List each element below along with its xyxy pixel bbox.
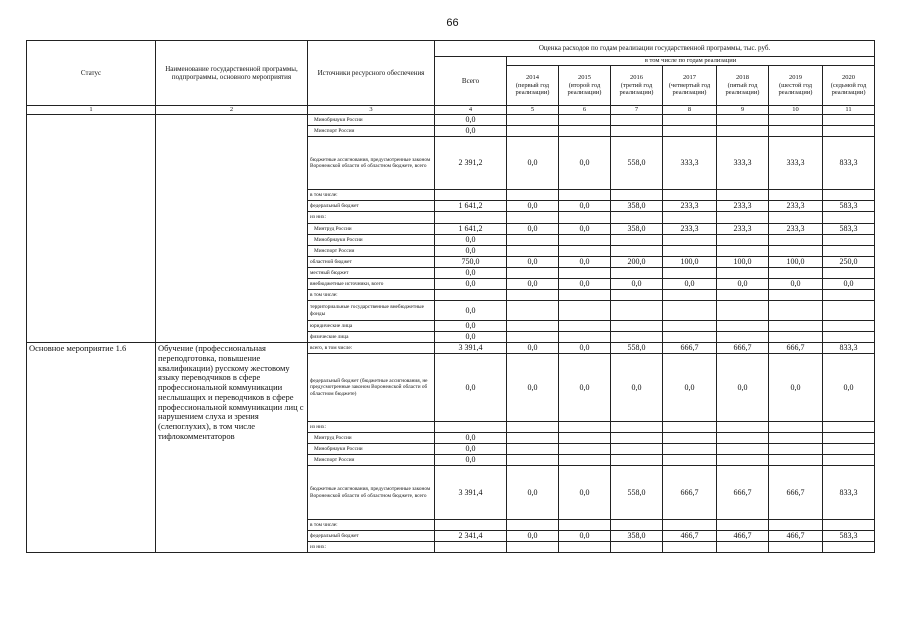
year-value-cell [559, 332, 611, 343]
year-value-cell [559, 433, 611, 444]
year-value-cell [559, 268, 611, 279]
year-value-cell [611, 455, 663, 466]
year-value-cell [823, 190, 875, 201]
year-value-cell [507, 301, 559, 321]
year-value-cell [507, 520, 559, 531]
year-value-cell [663, 235, 717, 246]
year-value-cell [611, 321, 663, 332]
year-value-cell: 0,0 [507, 224, 559, 235]
year-value-cell [507, 332, 559, 343]
year-value-cell: 0,0 [769, 354, 823, 422]
year-value-cell: 0,0 [663, 354, 717, 422]
year-value-cell [611, 190, 663, 201]
year-value-cell [663, 542, 717, 553]
year-value-cell: 0,0 [717, 354, 769, 422]
year-value-cell [663, 301, 717, 321]
year-value-cell: 0,0 [559, 466, 611, 520]
year-value-cell: 466,7 [663, 531, 717, 542]
year-value-cell: 0,0 [611, 279, 663, 290]
year-value-cell: 466,7 [717, 531, 769, 542]
year-value-cell [507, 190, 559, 201]
total-cell: 1 641,2 [435, 201, 507, 212]
source-cell: физические лица [308, 332, 435, 343]
year-value-cell [823, 246, 875, 257]
header-year-2017 [663, 66, 717, 106]
year-value-cell: 358,0 [611, 531, 663, 542]
year-value-cell [611, 520, 663, 531]
year-value-cell: 333,3 [769, 137, 823, 190]
total-cell: 0,0 [435, 268, 507, 279]
header-year-note: (шестой год реализации) [778, 81, 813, 97]
year-value-cell [769, 290, 823, 301]
year-value-cell: 0,0 [507, 257, 559, 268]
year-value-cell [507, 321, 559, 332]
year-value-cell [559, 126, 611, 137]
total-cell: 3 391,4 [435, 466, 507, 520]
status-cell: Основное мероприятие 1.6 [27, 343, 156, 553]
year-value-cell [717, 190, 769, 201]
year-value-cell [611, 444, 663, 455]
year-value-cell [823, 422, 875, 433]
year-value-cell [823, 268, 875, 279]
year-value-cell [611, 433, 663, 444]
year-value-cell [663, 246, 717, 257]
year-value-cell: 0,0 [663, 279, 717, 290]
status-cell [27, 115, 156, 343]
year-value-cell: 0,0 [559, 354, 611, 422]
year-value-cell: 666,7 [769, 343, 823, 354]
source-cell: всего, в том числе: [308, 343, 435, 354]
year-value-cell [769, 212, 823, 224]
year-value-cell [823, 455, 875, 466]
year-value-cell: 0,0 [507, 201, 559, 212]
total-cell [435, 212, 507, 224]
year-value-cell [717, 444, 769, 455]
year-value-cell: 0,0 [507, 279, 559, 290]
header-year-note: (четвертый год реализации) [668, 81, 711, 97]
year-value-cell: 0,0 [769, 279, 823, 290]
column-index: 3 [308, 106, 435, 115]
total-cell: 0,0 [435, 444, 507, 455]
year-value-cell [663, 190, 717, 201]
year-value-cell [559, 190, 611, 201]
year-value-cell [663, 332, 717, 343]
year-value-cell [769, 321, 823, 332]
year-value-cell [769, 190, 823, 201]
total-cell: 0,0 [435, 126, 507, 137]
source-cell: федеральный бюджет [308, 201, 435, 212]
year-value-cell [769, 301, 823, 321]
year-value-cell: 0,0 [559, 201, 611, 212]
year-value-cell [663, 126, 717, 137]
header-year-note: (пятый год реализации) [725, 81, 760, 97]
total-cell: 2 391,2 [435, 137, 507, 190]
year-value-cell: 100,0 [663, 257, 717, 268]
year-value-cell: 0,0 [559, 343, 611, 354]
year-value-cell [507, 455, 559, 466]
column-index: 8 [663, 106, 717, 115]
name-cell: Обучение (профессиональная переподготовка, повышение квалификации) русскому жестовому языку переводчиков в сфере профессиональной коммуникации неслышащих и переводчиков в сфере профессиональной коммуникации лиц с нарушением слуха и зрения (слепоглухих), в том числе тифлокомментаторов [156, 343, 308, 553]
year-value-cell [507, 542, 559, 553]
source-cell: юридические лица [308, 321, 435, 332]
header-year-note: (первый год реализации) [515, 81, 550, 97]
source-cell: в том числе: [308, 290, 435, 301]
total-cell [435, 290, 507, 301]
year-value-cell [663, 455, 717, 466]
year-value-cell [663, 268, 717, 279]
year-value-cell [559, 235, 611, 246]
year-value-cell [769, 332, 823, 343]
source-cell: в том числе: [308, 190, 435, 201]
year-value-cell [769, 422, 823, 433]
year-value-cell [663, 444, 717, 455]
year-value-cell: 833,3 [823, 343, 875, 354]
source-cell: Минобрнауки России [308, 444, 435, 455]
year-value-cell [507, 212, 559, 224]
header-year-label: 2016 [630, 74, 643, 82]
total-cell [435, 520, 507, 531]
name-cell [156, 115, 308, 343]
year-value-cell [663, 115, 717, 126]
year-value-cell [717, 212, 769, 224]
header-year-2016 [611, 66, 663, 106]
year-value-cell [507, 246, 559, 257]
year-value-cell: 0,0 [823, 354, 875, 422]
year-value-cell [611, 542, 663, 553]
year-value-cell [507, 235, 559, 246]
header-year-label: 2020 [842, 74, 856, 82]
year-value-cell [611, 301, 663, 321]
year-value-cell: 558,0 [611, 137, 663, 190]
year-value-cell [717, 246, 769, 257]
source-cell: внебюджетные источники, всего [308, 279, 435, 290]
year-value-cell [507, 433, 559, 444]
year-value-cell: 558,0 [611, 343, 663, 354]
header-sources: Источники ресурсного обеспечения [308, 41, 435, 106]
header-year-label: 2017 [683, 74, 696, 82]
year-value-cell [823, 444, 875, 455]
year-value-cell: 583,3 [823, 201, 875, 212]
header-year-2018 [717, 66, 769, 106]
header-year-note: (третий год реализации) [619, 81, 654, 97]
year-value-cell [663, 321, 717, 332]
year-value-cell: 666,7 [663, 343, 717, 354]
year-value-cell [507, 444, 559, 455]
header-year-note: (седьмой год реализации) [830, 81, 867, 97]
year-value-cell [559, 422, 611, 433]
year-value-cell: 583,3 [823, 224, 875, 235]
year-value-cell [611, 422, 663, 433]
year-value-cell: 833,3 [823, 137, 875, 190]
year-value-cell [559, 455, 611, 466]
year-value-cell [611, 332, 663, 343]
year-value-cell [507, 268, 559, 279]
year-value-cell: 358,0 [611, 224, 663, 235]
year-value-cell [769, 235, 823, 246]
year-value-cell: 233,3 [663, 201, 717, 212]
source-cell: из них: [308, 542, 435, 553]
year-value-cell [663, 520, 717, 531]
column-index: 7 [611, 106, 663, 115]
year-value-cell [823, 115, 875, 126]
year-value-cell [823, 126, 875, 137]
year-value-cell: 0,0 [559, 531, 611, 542]
year-value-cell [507, 422, 559, 433]
year-value-cell [559, 301, 611, 321]
source-cell: федеральный бюджет [308, 531, 435, 542]
source-cell: Минспорт России [308, 455, 435, 466]
year-value-cell [717, 321, 769, 332]
header-status: Статус [27, 41, 156, 106]
total-cell: 0,0 [435, 455, 507, 466]
source-cell: областной бюджет [308, 257, 435, 268]
year-value-cell: 358,0 [611, 201, 663, 212]
total-cell [435, 190, 507, 201]
year-value-cell [717, 433, 769, 444]
year-value-cell: 233,3 [769, 201, 823, 212]
source-cell: бюджетные ассигнования, предусмотренные законом Воронежской области об областном бюджете, всего [308, 466, 435, 520]
year-value-cell [717, 301, 769, 321]
year-value-cell: 0,0 [507, 354, 559, 422]
year-value-cell: 666,7 [663, 466, 717, 520]
header-name: Наименование государственной программы, подпрограммы, основного мероприятия [156, 41, 308, 106]
header-total: Всего [435, 57, 507, 106]
year-value-cell [769, 433, 823, 444]
year-value-cell [717, 520, 769, 531]
year-value-cell [559, 115, 611, 126]
year-value-cell [769, 246, 823, 257]
year-value-cell [717, 422, 769, 433]
column-index: 1 [27, 106, 156, 115]
year-value-cell: 233,3 [769, 224, 823, 235]
year-value-cell [823, 212, 875, 224]
page-number: 66 [446, 17, 459, 29]
year-value-cell [663, 290, 717, 301]
total-cell: 0,0 [435, 279, 507, 290]
source-cell: территориальные государственные внебюджетные фонды [308, 301, 435, 321]
source-cell: Минспорт России [308, 126, 435, 137]
year-value-cell: 833,3 [823, 466, 875, 520]
total-cell [435, 542, 507, 553]
year-value-cell [663, 422, 717, 433]
year-value-cell: 0,0 [507, 137, 559, 190]
column-index: 5 [507, 106, 559, 115]
year-value-cell: 250,0 [823, 257, 875, 268]
year-value-cell [823, 321, 875, 332]
year-value-cell [717, 126, 769, 137]
year-value-cell: 666,7 [769, 466, 823, 520]
year-value-cell [717, 290, 769, 301]
source-cell: в том числе: [308, 520, 435, 531]
header-estimate: Оценка расходов по годам реализации государственной программы, тыс. руб. [435, 41, 875, 57]
year-value-cell [769, 444, 823, 455]
total-cell: 0,0 [435, 115, 507, 126]
year-value-cell: 0,0 [507, 343, 559, 354]
year-value-cell [559, 520, 611, 531]
year-value-cell [507, 115, 559, 126]
year-value-cell [769, 268, 823, 279]
year-value-cell: 233,3 [663, 224, 717, 235]
year-value-cell [717, 455, 769, 466]
total-cell: 0,0 [435, 433, 507, 444]
year-value-cell: 666,7 [717, 466, 769, 520]
year-value-cell: 0,0 [559, 137, 611, 190]
column-index: 6 [559, 106, 611, 115]
year-value-cell [559, 321, 611, 332]
year-value-cell [611, 246, 663, 257]
year-value-cell [559, 542, 611, 553]
source-cell: Минобрнауки России [308, 115, 435, 126]
year-value-cell: 466,7 [769, 531, 823, 542]
year-value-cell: 0,0 [559, 224, 611, 235]
year-value-cell [717, 332, 769, 343]
year-value-cell [823, 301, 875, 321]
year-value-cell [717, 115, 769, 126]
year-value-cell: 200,0 [611, 257, 663, 268]
total-cell [435, 422, 507, 433]
year-value-cell: 0,0 [507, 531, 559, 542]
source-cell: Минобрнауки России [308, 235, 435, 246]
year-value-cell [769, 520, 823, 531]
year-value-cell [823, 542, 875, 553]
year-value-cell [663, 433, 717, 444]
year-value-cell [823, 433, 875, 444]
source-cell: местный бюджет [308, 268, 435, 279]
year-value-cell [717, 235, 769, 246]
total-cell: 0,0 [435, 235, 507, 246]
header-year-2020 [823, 66, 875, 106]
column-index: 4 [435, 106, 507, 115]
year-value-cell: 0,0 [823, 279, 875, 290]
source-cell: федеральный бюджет (бюджетные ассигнования, не предусмотренные законом Воронежской области об областном бюджете) [308, 354, 435, 422]
year-value-cell [507, 290, 559, 301]
year-value-cell: 100,0 [717, 257, 769, 268]
year-value-cell: 0,0 [717, 279, 769, 290]
total-cell: 2 341,4 [435, 531, 507, 542]
total-cell: 0,0 [435, 246, 507, 257]
column-index: 11 [823, 106, 875, 115]
column-index: 10 [769, 106, 823, 115]
header-year-2014 [507, 66, 559, 106]
year-value-cell [559, 444, 611, 455]
year-value-cell: 233,3 [717, 201, 769, 212]
total-cell: 3 391,4 [435, 343, 507, 354]
year-value-cell: 558,0 [611, 466, 663, 520]
year-value-cell [823, 290, 875, 301]
header-year-label: 2014 [526, 74, 539, 82]
year-value-cell: 666,7 [717, 343, 769, 354]
year-value-cell [769, 126, 823, 137]
header-year-note: (второй год реализации) [567, 81, 602, 97]
table-row [27, 115, 875, 126]
header-year-label: 2019 [789, 74, 802, 82]
year-value-cell [611, 212, 663, 224]
header-year-2019 [769, 66, 823, 106]
source-cell: из них: [308, 422, 435, 433]
year-value-cell [717, 542, 769, 553]
table-row [27, 343, 875, 354]
year-value-cell [769, 455, 823, 466]
total-cell: 0,0 [435, 354, 507, 422]
year-value-cell [611, 126, 663, 137]
year-value-cell [823, 332, 875, 343]
header-year-label: 2018 [736, 74, 749, 82]
year-value-cell: 0,0 [507, 466, 559, 520]
header-including-years: в том числе по годам реализации [507, 57, 875, 66]
year-value-cell [823, 520, 875, 531]
year-value-cell: 0,0 [559, 257, 611, 268]
total-cell: 0,0 [435, 332, 507, 343]
year-value-cell: 333,3 [717, 137, 769, 190]
year-value-cell [769, 115, 823, 126]
year-value-cell: 583,3 [823, 531, 875, 542]
year-value-cell: 333,3 [663, 137, 717, 190]
budget-table [26, 40, 875, 553]
header-year-label: 2015 [578, 74, 591, 82]
year-value-cell: 233,3 [717, 224, 769, 235]
year-value-cell: 0,0 [559, 279, 611, 290]
source-cell: Минтруд России [308, 433, 435, 444]
year-value-cell [611, 115, 663, 126]
year-value-cell [823, 235, 875, 246]
year-value-cell [663, 212, 717, 224]
year-value-cell [559, 212, 611, 224]
year-value-cell [611, 268, 663, 279]
header-year-2015 [559, 66, 611, 106]
year-value-cell [559, 290, 611, 301]
column-index: 9 [717, 106, 769, 115]
total-cell: 0,0 [435, 301, 507, 321]
year-value-cell [559, 246, 611, 257]
source-cell: Минспорт России [308, 246, 435, 257]
year-value-cell [717, 268, 769, 279]
total-cell: 1 641,2 [435, 224, 507, 235]
year-value-cell: 100,0 [769, 257, 823, 268]
total-cell: 750,0 [435, 257, 507, 268]
year-value-cell [611, 290, 663, 301]
source-cell: Минтруд России [308, 224, 435, 235]
source-cell: из них: [308, 212, 435, 224]
year-value-cell [507, 126, 559, 137]
year-value-cell [611, 235, 663, 246]
total-cell: 0,0 [435, 321, 507, 332]
year-value-cell [769, 542, 823, 553]
year-value-cell: 0,0 [611, 354, 663, 422]
column-index: 2 [156, 106, 308, 115]
source-cell: бюджетные ассигнования, предусмотренные законом Воронежской области об областном бюджете, всего [308, 137, 435, 190]
